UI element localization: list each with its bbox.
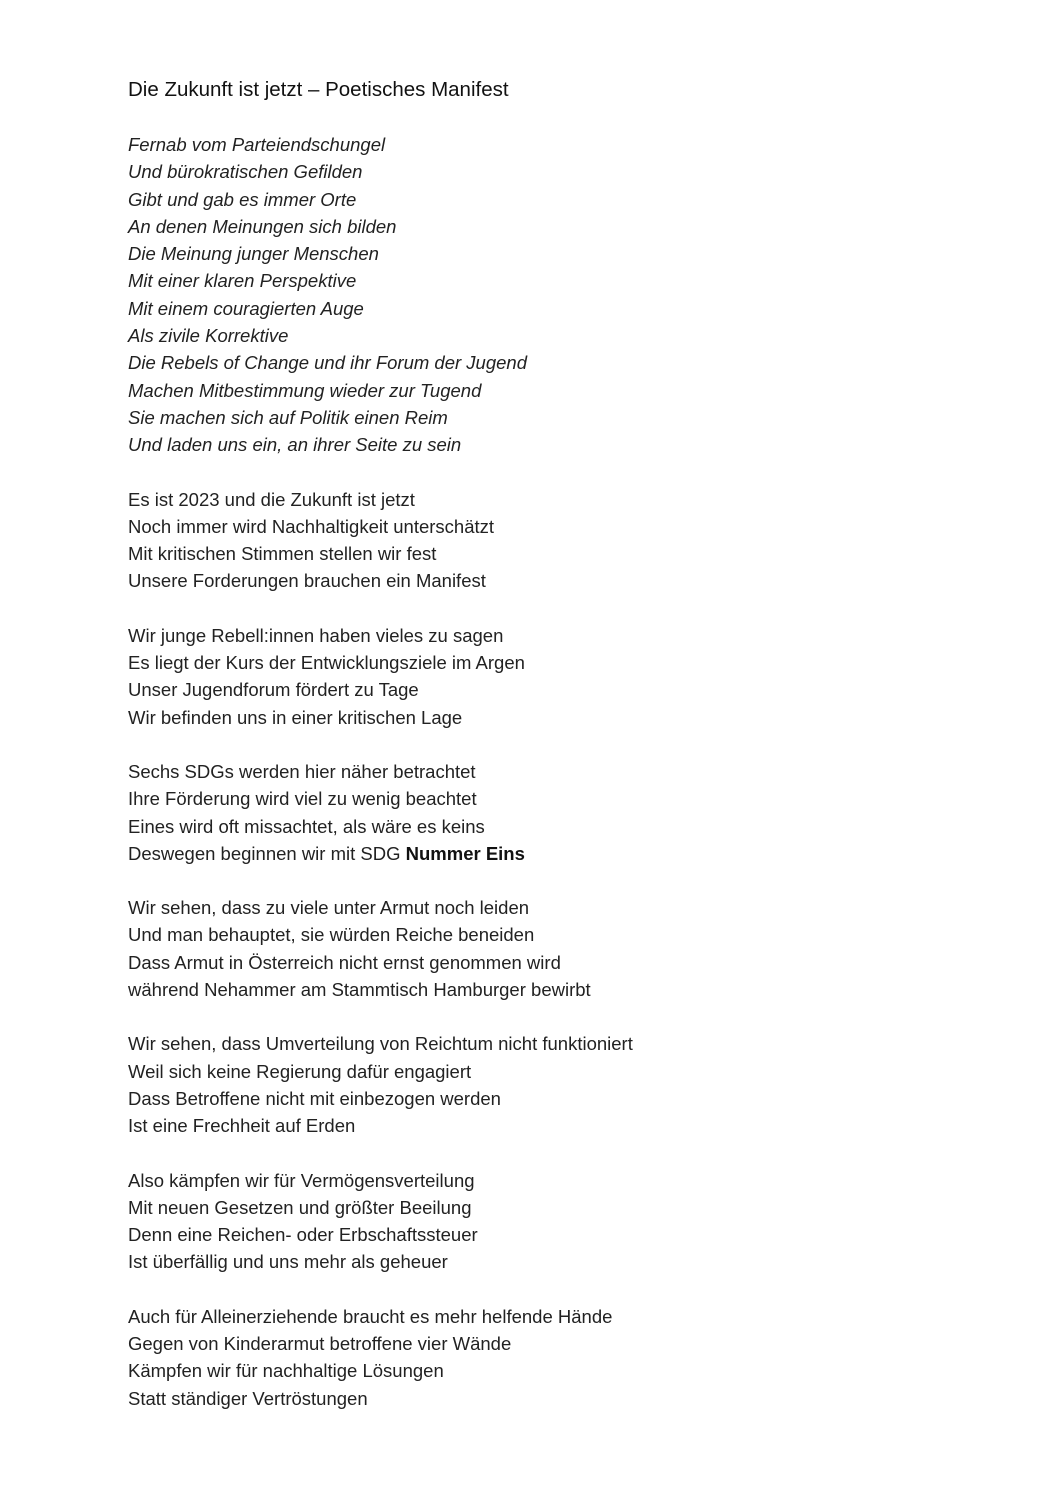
poem-line: Mit einer klaren Perspektive [128, 270, 357, 292]
stanza-7 [128, 1167, 1059, 1276]
poem-line: Unsere Forderungen brauchen ein Manifest [128, 570, 486, 592]
poem-line-with-emphasis [128, 840, 1059, 867]
poem-line: Es liegt der Kurs der Entwicklungsziele im Argen [128, 652, 525, 674]
emphasis-text: Nummer Eins [405, 842, 525, 864]
poem-line: Gegen von Kinderarmut betroffene vier Wände [128, 1332, 512, 1354]
poem-line: Ist überfällig und uns mehr als geheuer [128, 1251, 448, 1273]
poem-line: Fernab vom Parteiendschungel [128, 134, 386, 155]
poem-line: Noch immer wird Nachhaltigkeit unterschätzt [128, 515, 495, 537]
poem-line: Auch für Alleinerziehende braucht es mehr helfende Hände [128, 1305, 613, 1327]
poem-line: Denn eine Reichen- oder Erbschaftssteuer [128, 1224, 478, 1246]
poem-line: Als zivile Korrektive [128, 325, 289, 347]
poem-line: Mit kritischen Stimmen stellen wir fest [128, 543, 437, 565]
poem-line: Ihre Förderung wird viel zu wenig beachtet [128, 788, 477, 810]
poem-line: Dass Betroffene nicht mit einbezogen werden [128, 1087, 501, 1109]
poem-line: Weil sich keine Regierung dafür engagiert [128, 1060, 472, 1082]
poem-line: Mit einem couragierten Auge [128, 297, 364, 319]
poem-line-text: Deswegen beginnen wir mit SDG [128, 842, 406, 864]
poem-line: Mit neuen Gesetzen und größter Beeilung [128, 1196, 472, 1218]
poem-line: An denen Meinungen sich bilden [128, 215, 397, 237]
poem-line: Dass Armut in Österreich nicht ernst genommen wird [128, 951, 561, 973]
poem-line: Die Meinung junger Menschen [128, 243, 379, 265]
poem-line: Statt ständiger Vertröstungen [128, 1387, 368, 1409]
poem-line: Wir junge Rebell:innen haben vieles zu sagen [128, 624, 504, 646]
stanza-5 [128, 894, 1059, 1003]
poem-line: Gibt und gab es immer Orte [128, 188, 357, 210]
poem-line: Und man behauptet, sie würden Reiche beneiden [128, 924, 535, 946]
poem-line: Sie machen sich auf Politik einen Reim [128, 406, 448, 428]
poem-line: Wir sehen, dass Umverteilung von Reichtum nicht funktioniert [128, 1033, 633, 1055]
poem-line: Machen Mitbestimmung wieder zur Tugend [128, 379, 482, 401]
poem-line: Ist eine Frechheit auf Erden [128, 1115, 356, 1137]
poem-line: Wir sehen, dass zu viele unter Armut noch leiden [128, 897, 530, 919]
poem-line: Es ist 2023 und die Zukunft ist jetzt [128, 488, 415, 510]
poem-line: Wir befinden uns in einer kritischen Lage [128, 706, 463, 728]
stanza-6 [128, 1030, 1059, 1139]
stanza-8 [128, 1303, 1059, 1412]
stanza-3 [128, 622, 1059, 731]
stanza-2 [128, 486, 1059, 595]
poem-line: Also kämpfen wir für Vermögensverteilung [128, 1169, 475, 1191]
poem-line: Kämpfen wir für nachhaltige Lösungen [128, 1360, 444, 1382]
stanza-1 [128, 131, 1059, 459]
poem-line: während Nehammer am Stammtisch Hamburger bewirbt [128, 979, 591, 1001]
poem-line: Eines wird oft missachtet, als wäre es keins [128, 815, 485, 837]
poem-line: Die Rebels of Change und ihr Forum der Jugend [128, 352, 528, 374]
poem-line: Unser Jugendforum fördert zu Tage [128, 679, 419, 701]
poem-line: Sechs SDGs werden hier näher betrachtet [128, 760, 476, 782]
stanza-4 [128, 758, 1059, 867]
document-title: Die Zukunft ist jetzt – Poetisches Manifest [128, 78, 509, 101]
poem-line: Und bürokratischen Gefilden [128, 161, 363, 183]
poem-line: Und laden uns ein, an ihrer Seite zu sein [128, 434, 462, 456]
